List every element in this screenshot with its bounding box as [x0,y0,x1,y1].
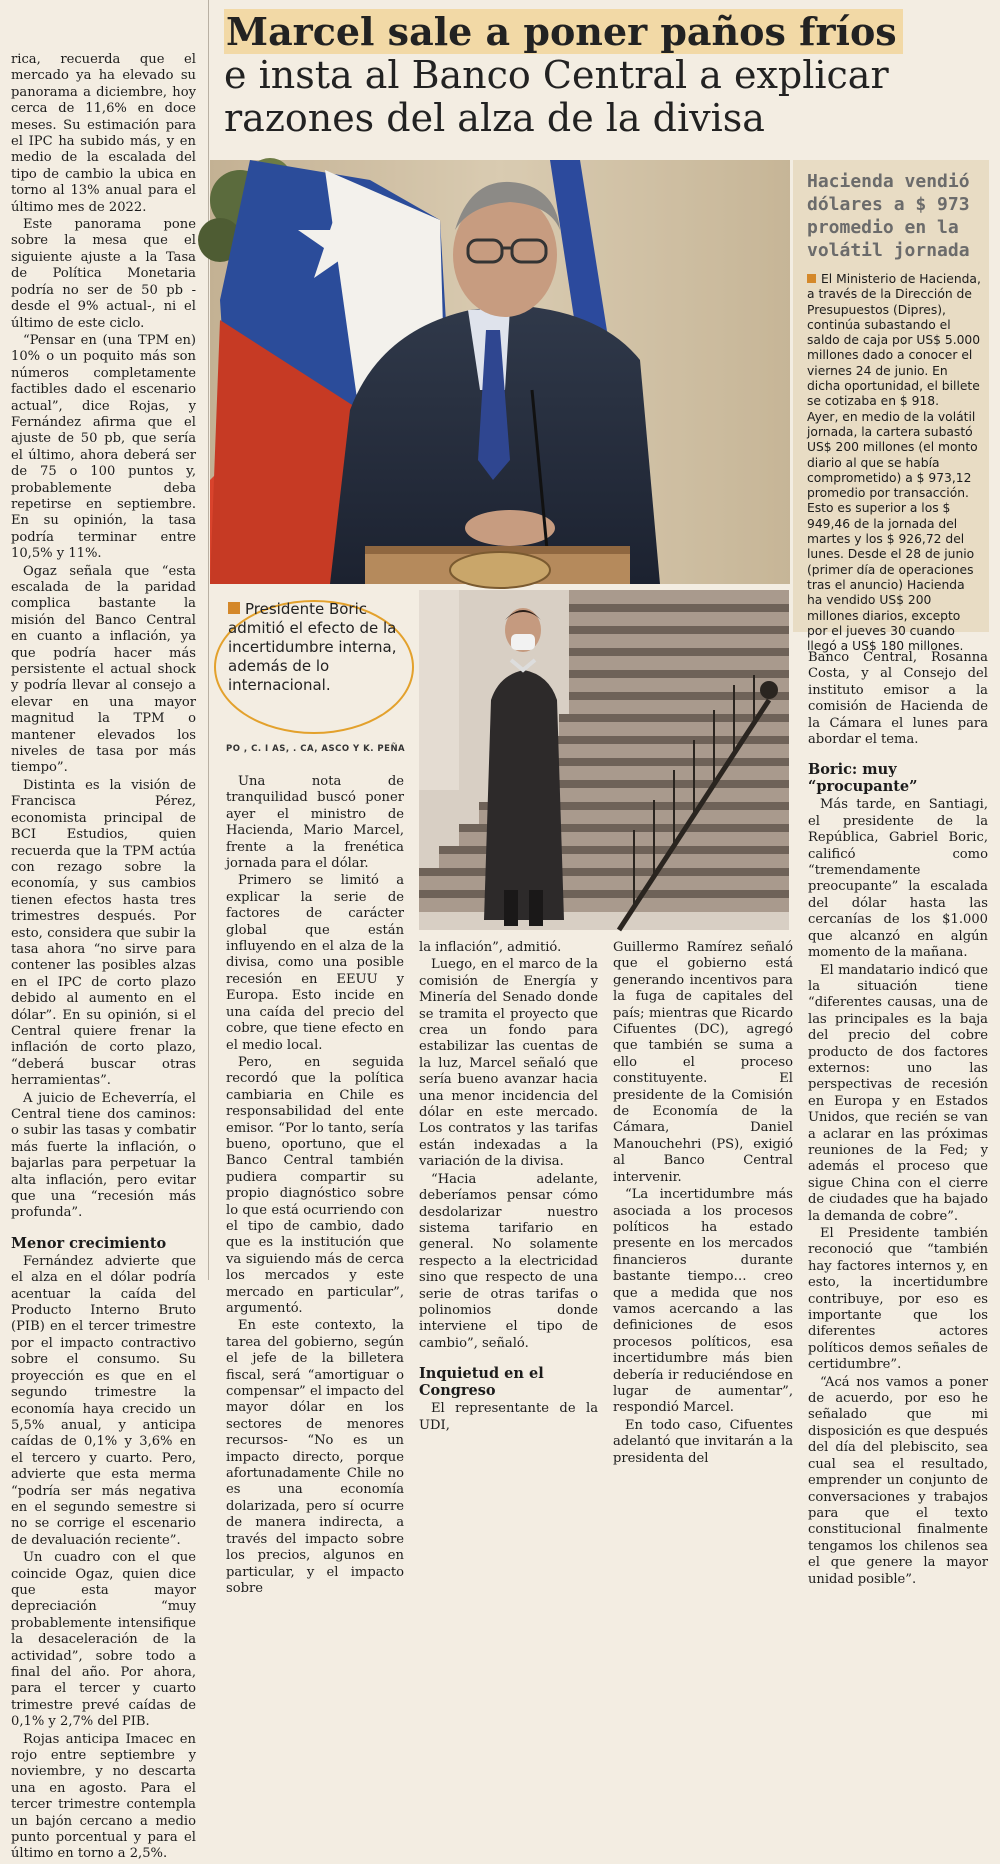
paragraph: Ogaz señala que “esta escalada de la paridad complica bastante la misión del Banco Central en cuanto a inflación, ya que podría hacer más persistente el actual shock y podría llevar al consejo a elevar en una mayor magnitud la TPM o mantener elevados los niveles de tasa por más tiempo”. [11,563,196,776]
column-rule [208,0,209,1280]
sidebar-paragraph: Ayer, en medio de la volátil jornada, la cartera subastó US$ 200 millones (el monto diario al que se había comprometido) a $ 973,12 promedio por transacción. Esto es superior a los $ 949,46 de la jornada del martes y los $ 926,72 del lunes. Desde el 28 de junio (primer día de operaciones tras el anuncio) Hacienda ha vendido US$ 200 millones diarios, excepto por el jueves 30 cuando llegó a US$ 180 millones. [807,409,978,654]
photo-minister-marcel [210,160,790,584]
headline [224,10,994,140]
article-column-4 [613,940,793,1468]
paragraph: A juicio de Echeverría, el Central tiene dos caminos: o subir las tasas y combatir más fuerte la inflación, o bajarlas para perpetuar la alta inflación, pero evitar que una “recesión más profunda”. [11,1090,196,1221]
quote-text: Presidente Boric admitió el efecto de la incertidumbre interna, además de lo internacional. [228,600,397,694]
paragraph: En este contexto, la tarea del gobierno, según el jefe de la billetera fiscal, será “amortiguar o compensar” el impacto del mayor dólar en los sectores de menores recursos- “No es un impacto directo, porque afortunadamente Chile no es una economía dolarizada, pero sí ocurre de manera indirecta, a través del impacto sobre los precios, algunos en particular, y el impacto sobre [226,1318,404,1596]
paragraph: El Presidente también reconoció que “también hay factores internos y, en esto, la incertidumbre contribuye, por eso es importante que los diferentes actores políticos demos señales de certidumbre”. [808,1226,988,1373]
paragraph: “Acá nos vamos a poner de acuerdo, por eso he señalado que mi disposición es que después del día del plebiscito, sea cual sea el resultado, emprender un conjunto de conversaciones y trabajos para que el texto constitucional finalmente tengamos los chilenos sea el que genere la mayor unidad posible”. [808,1374,988,1587]
paragraph: Este panorama pone sobre la mesa que el siguiente ajuste a la Tasa de Política Monetaria podría no ser de 50 pb -desde el 9% actual-, ni el último de este ciclo. [11,217,196,331]
sidebar-hacienda-box [793,160,989,654]
article-column-1 [11,52,196,1864]
paragraph: Fernández advierte que el alza en el dólar podría acentuar la caída del Producto Interno Bruto (PIB) en el tercer trimestre por el impacto contractivo sobre el consumo. Su proyección es que en el segundo trimestre la economía haya crecido un 5,5% anual, y anticipa caídas de 0,1% y 3,6% en el tercero y cuarto. Pero, advierte que esta merma “podría ser más negativa en el segundo semestre si no se corrige el escenario de devaluación reciente”. [11,1253,196,1548]
paragraph: Rojas anticipa Imacec en rojo entre septiembre y noviembre, y no descarta una en agosto. Para el tercer trimestre contempla un bajón cercano a medio punto porcentual y para el último en torno a 2,5%. [11,1731,196,1862]
paragraph: El representante de la UDI, [419,1401,598,1433]
paragraph: Pero, en seguida recordó que la política cambiaria en Chile es responsabilidad del ente emisor. “Por lo tanto, sería bueno, oportuno, que el Banco Central también pudiera compartir su propio diagnóstico sobre lo que está ocurriendo con el tipo de cambio, dado que es la institución que va siguiendo más de cerca los mercados y este mercado en particular”, argumentó. [226,1054,404,1316]
article-column-5 [808,650,988,1589]
paragraph: “Pensar en (una TPM en) 10% o un poquito más son números completamente factibles dado el escenario actual”, dice Rojas, y Fernández afirma que el ajuste de 50 pb, que sería el último, ahora deberá ser de 75 o 100 puntos y, probablemente deba repetirse en septiembre. En su opinión, la tasa podría terminar entre 10,5% y 11%. [11,332,196,562]
article-column-3 [419,940,598,1435]
paragraph: Luego, en el marco de la comisión de Energía y Minería del Senado donde se tramita el proyecto que crea un fondo para estabilizar las cuentas de la luz, Marcel señaló que sería bueno avanzar hacia una menor incidencia del dólar en este mercado. Los contratos y las tarifas están indexadas a la variación de la divisa. [419,957,598,1170]
paragraph: Distinta es la visión de Francisca Pérez, economista principal de BCI Estudios, quien recuerda que la TPM actúa con rezago sobre la economía, y sus cambios tienen efectos hasta tres trimestres después. Por esto, considera que subir la tasa ahora “no sirve para contener las posibles alzas en el IPC de corto plazo debido al aumento en el dólar”. En su opinión, si el Central quiere frenar la inflación de corto plazo, “deberá buscar otras herramientas”. [11,777,196,1089]
subheading: Boric: muy “procupante” [808,761,918,796]
paragraph: Banco Central, Rosanna Costa, y al Consejo del instituto emisor a la comisión de Hacienda de la Cámara el lunes para abordar el tema. [808,650,988,748]
square-bullet-icon [228,602,240,614]
pull-quote [214,592,414,736]
paragraph: Más tarde, en Santiagi, el presidente de la República, Gabriel Boric, calificó como “tremendamente preocupante” la escalada del dólar hasta las cercanías de los $1.000 que alcanzó en algún momento de la mañana. [808,797,988,961]
headline-line-1: Marcel sale a poner paños fríos [224,9,903,54]
paragraph: Un cuadro con el que coincide Ogaz, quien dice que esta mayor depreciación “muy probablemente intensifique la desaceleración de la actividad”, sobre todo a final del año. Por ahora, para el tercer y cuarto trimestre prevé caídas de 0,1% y 2,7% del PIB. [11,1550,196,1730]
paragraph: El mandatario indicó que la situación tiene “diferentes causas, una de las principales es la baja del precio del cobre producto de dos factores externos: uno las perspectivas de recesión en Europa y en Estados Unidos, que recién se van a aclarar en las próximas reuniones de la Fed; y además el proceso que sigue China con el cierre de ciudades que ha bajado la demanda de cobre”. [808,962,988,1224]
paragraph: rica, recuerda que el mercado ya ha elevado su panorama a diciembre, hoy cerca de 11,6% en doce meses. Su estimación para el IPC ha subido más, y en medio de la escalada del tipo de cambio la ubica en torno al 13% anual para el último mes de 2022. [11,52,196,215]
bullet-icon [807,274,816,283]
subheading: Inquietud en el Congreso [419,1365,544,1400]
sidebar-paragraph: El Ministerio de Hacienda, a través de la Dirección de Presupuestos (Dipres), continúa subastando el saldo de caja por US$ 5.000 millones dado a conocer el viernes 24 de junio. En dicha oportunidad, el billete se cotizaba en $ 918. [807,272,981,409]
headline-line-3: razones del alza de la divisa [224,96,765,140]
paragraph: Primero se limitó a explicar la serie de factores de carácter global que están influyendo en el alza de la divisa, como una posible recesión en EEUU y Europa. Esto incide en una caída del precio del cobre, que tiene efecto en el medio local. [226,873,404,1053]
photo-president-boric [419,590,789,930]
paragraph: la inflación”, admitió. [419,940,562,955]
headline-line-2: e insta al Banco Central a explicar [224,53,889,97]
photo-credit: PO , C. I AS, . CA, ASCO Y K. PEÑA [226,744,406,754]
paragraph: “La incertidumbre más asociada a los procesos políticos ha estado presente en los mercados financieros durante bastante tiempo… creo que a medida que nos vamos acercando a las definiciones de esos procesos políticos, esa incertidumbre más bien debería ir reduciéndose en lugar de aumentar”, respondió Marcel. [613,1187,793,1416]
paragraph: En todo caso, Cifuentes adelantó que invitarán a la presidenta del [613,1417,793,1466]
paragraph: “Hacia adelante, deberíamos pensar cómo desdolarizar nuestro sistema tarifario en general. No solamente respecto a la electricidad sino que respecto de una serie de otras tarifas o polinomios donde interviene el tipo de cambio”, señaló. [419,1171,598,1351]
article-column-2 [226,774,404,1598]
subheading: Menor crecimiento [11,1234,167,1252]
paragraph: Guillermo Ramírez señaló que el gobierno está generando incentivos para la fuga de capitales del país; mientras que Ricardo Cifuentes (DC), agregó que también se suma a ello el proceso constituyente. El presidente de la Comisión de Economía de la Cámara, Daniel Manouchehri (PS), exigió al Banco Central intervenir. [613,940,793,1185]
paragraph: Una nota de tranquilidad buscó poner ayer el ministro de Hacienda, Mario Marcel, frente a la frenética jornada para el dólar. [226,774,404,872]
sidebar-title: Hacienda vendió dólares a $ 973 promedio en la volátil jornada [807,171,970,261]
